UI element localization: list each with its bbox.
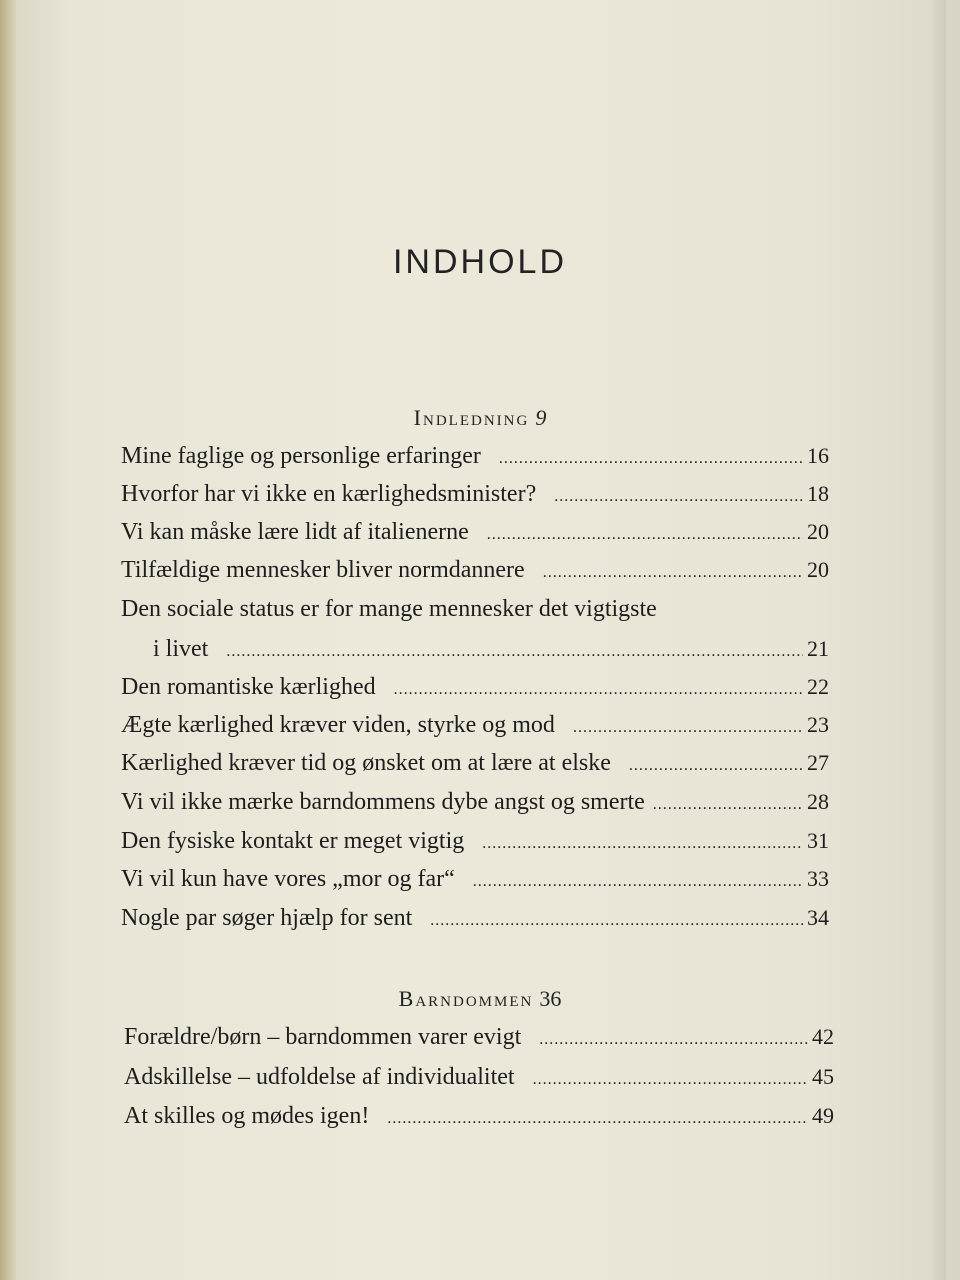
- section-page-number: 36: [539, 986, 562, 1011]
- page-right-edge: [932, 0, 946, 1280]
- dot-leader: [629, 757, 803, 775]
- toc-entry-title: Adskillelse – udfoldelse af individualitet: [124, 1064, 515, 1090]
- toc-entry-title: Vi vil kun have vores „mor og far“: [121, 866, 455, 892]
- page-title: INDHOLD: [392, 243, 568, 281]
- toc-entry-title: At skilles og mødes igen!: [124, 1103, 370, 1129]
- toc-entry-page: 34: [807, 905, 829, 930]
- toc-entry-page: 21: [807, 636, 829, 661]
- toc-entry-page: 20: [807, 519, 829, 544]
- toc-entry-page: 23: [807, 712, 829, 737]
- toc-entry-title-line1: Den sociale status er for mange mennesker det vigtigste: [121, 596, 657, 622]
- dot-leader: [653, 796, 803, 814]
- toc-entry-page: 18: [807, 481, 829, 506]
- dot-leader: [387, 1110, 808, 1128]
- toc-entry-page: 22: [807, 674, 829, 699]
- toc-entry-page: 16: [807, 443, 829, 468]
- section-title-label: Barndommen: [398, 986, 534, 1011]
- toc-entry-title: Tilfældige mennesker bliver normdannere: [121, 557, 525, 583]
- dot-leader: [226, 643, 803, 661]
- toc-entry-page: 20: [807, 557, 829, 582]
- toc-entry: [124, 1103, 834, 1130]
- toc-entry: [124, 1024, 834, 1051]
- dot-leader: [499, 450, 803, 468]
- section-title-barndommen: [0, 986, 960, 1012]
- dot-leader: [430, 912, 803, 930]
- toc-entry: [121, 905, 829, 932]
- section-title-indledning: [0, 405, 960, 431]
- toc-entry: [121, 519, 829, 546]
- dot-leader: [394, 681, 803, 699]
- toc-entry-title: Hvorfor har vi ikke en kærlighedsminister?: [121, 481, 537, 507]
- toc-entry: [121, 828, 829, 855]
- toc-entry-title: Forældre/børn – barndommen varer evigt: [124, 1024, 522, 1050]
- toc-entry: [121, 750, 829, 777]
- toc-entry: [153, 636, 829, 663]
- toc-entry: [121, 557, 829, 584]
- dot-leader: [543, 564, 803, 582]
- toc-entry: [121, 443, 829, 470]
- book-spine-edge: [0, 0, 16, 1280]
- toc-entry-page: 49: [812, 1103, 834, 1128]
- toc-entry-page: 31: [807, 828, 829, 853]
- toc-entry-title: Vi vil ikke mærke barndommens dybe angst og smerte: [121, 789, 645, 815]
- toc-entry: [121, 674, 829, 701]
- toc-entry-title: Mine faglige og personlige erfaringer: [121, 443, 481, 469]
- toc-entry-page: 33: [807, 866, 829, 891]
- toc-entry-page: 42: [812, 1024, 834, 1049]
- dot-leader: [482, 835, 803, 853]
- dot-leader: [487, 526, 803, 544]
- toc-entry-title: Den fysiske kontakt er meget vigtig: [121, 828, 465, 854]
- dot-leader: [573, 719, 803, 737]
- toc-entry-title-line2: i livet: [153, 636, 209, 662]
- toc-entry-title: Kærlighed kræver tid og ønsket om at lære at elske: [121, 750, 611, 776]
- dot-leader: [554, 488, 803, 506]
- toc-entry-title: Nogle par søger hjælp for sent: [121, 905, 413, 931]
- toc-entry: [124, 1064, 834, 1091]
- toc-entry-page: 28: [807, 789, 829, 814]
- dot-leader: [533, 1071, 808, 1089]
- toc-entry-page: 45: [812, 1064, 834, 1089]
- toc-entry: [121, 866, 829, 893]
- dot-leader: [539, 1031, 808, 1049]
- toc-entry-title: Vi kan måske lære lidt af italienerne: [121, 519, 469, 545]
- toc-entry: [121, 712, 829, 739]
- toc-entry-title: Den romantiske kærlighed: [121, 674, 376, 700]
- toc-entry-page: 27: [807, 750, 829, 775]
- section-page-number: 9: [535, 405, 547, 430]
- toc-entry-title: Ægte kærlighed kræver viden, styrke og mod: [121, 712, 555, 738]
- toc-entry: [121, 789, 829, 816]
- section-title-label: Indledning: [413, 405, 530, 430]
- dot-leader: [473, 873, 803, 891]
- toc-entry: [121, 481, 829, 508]
